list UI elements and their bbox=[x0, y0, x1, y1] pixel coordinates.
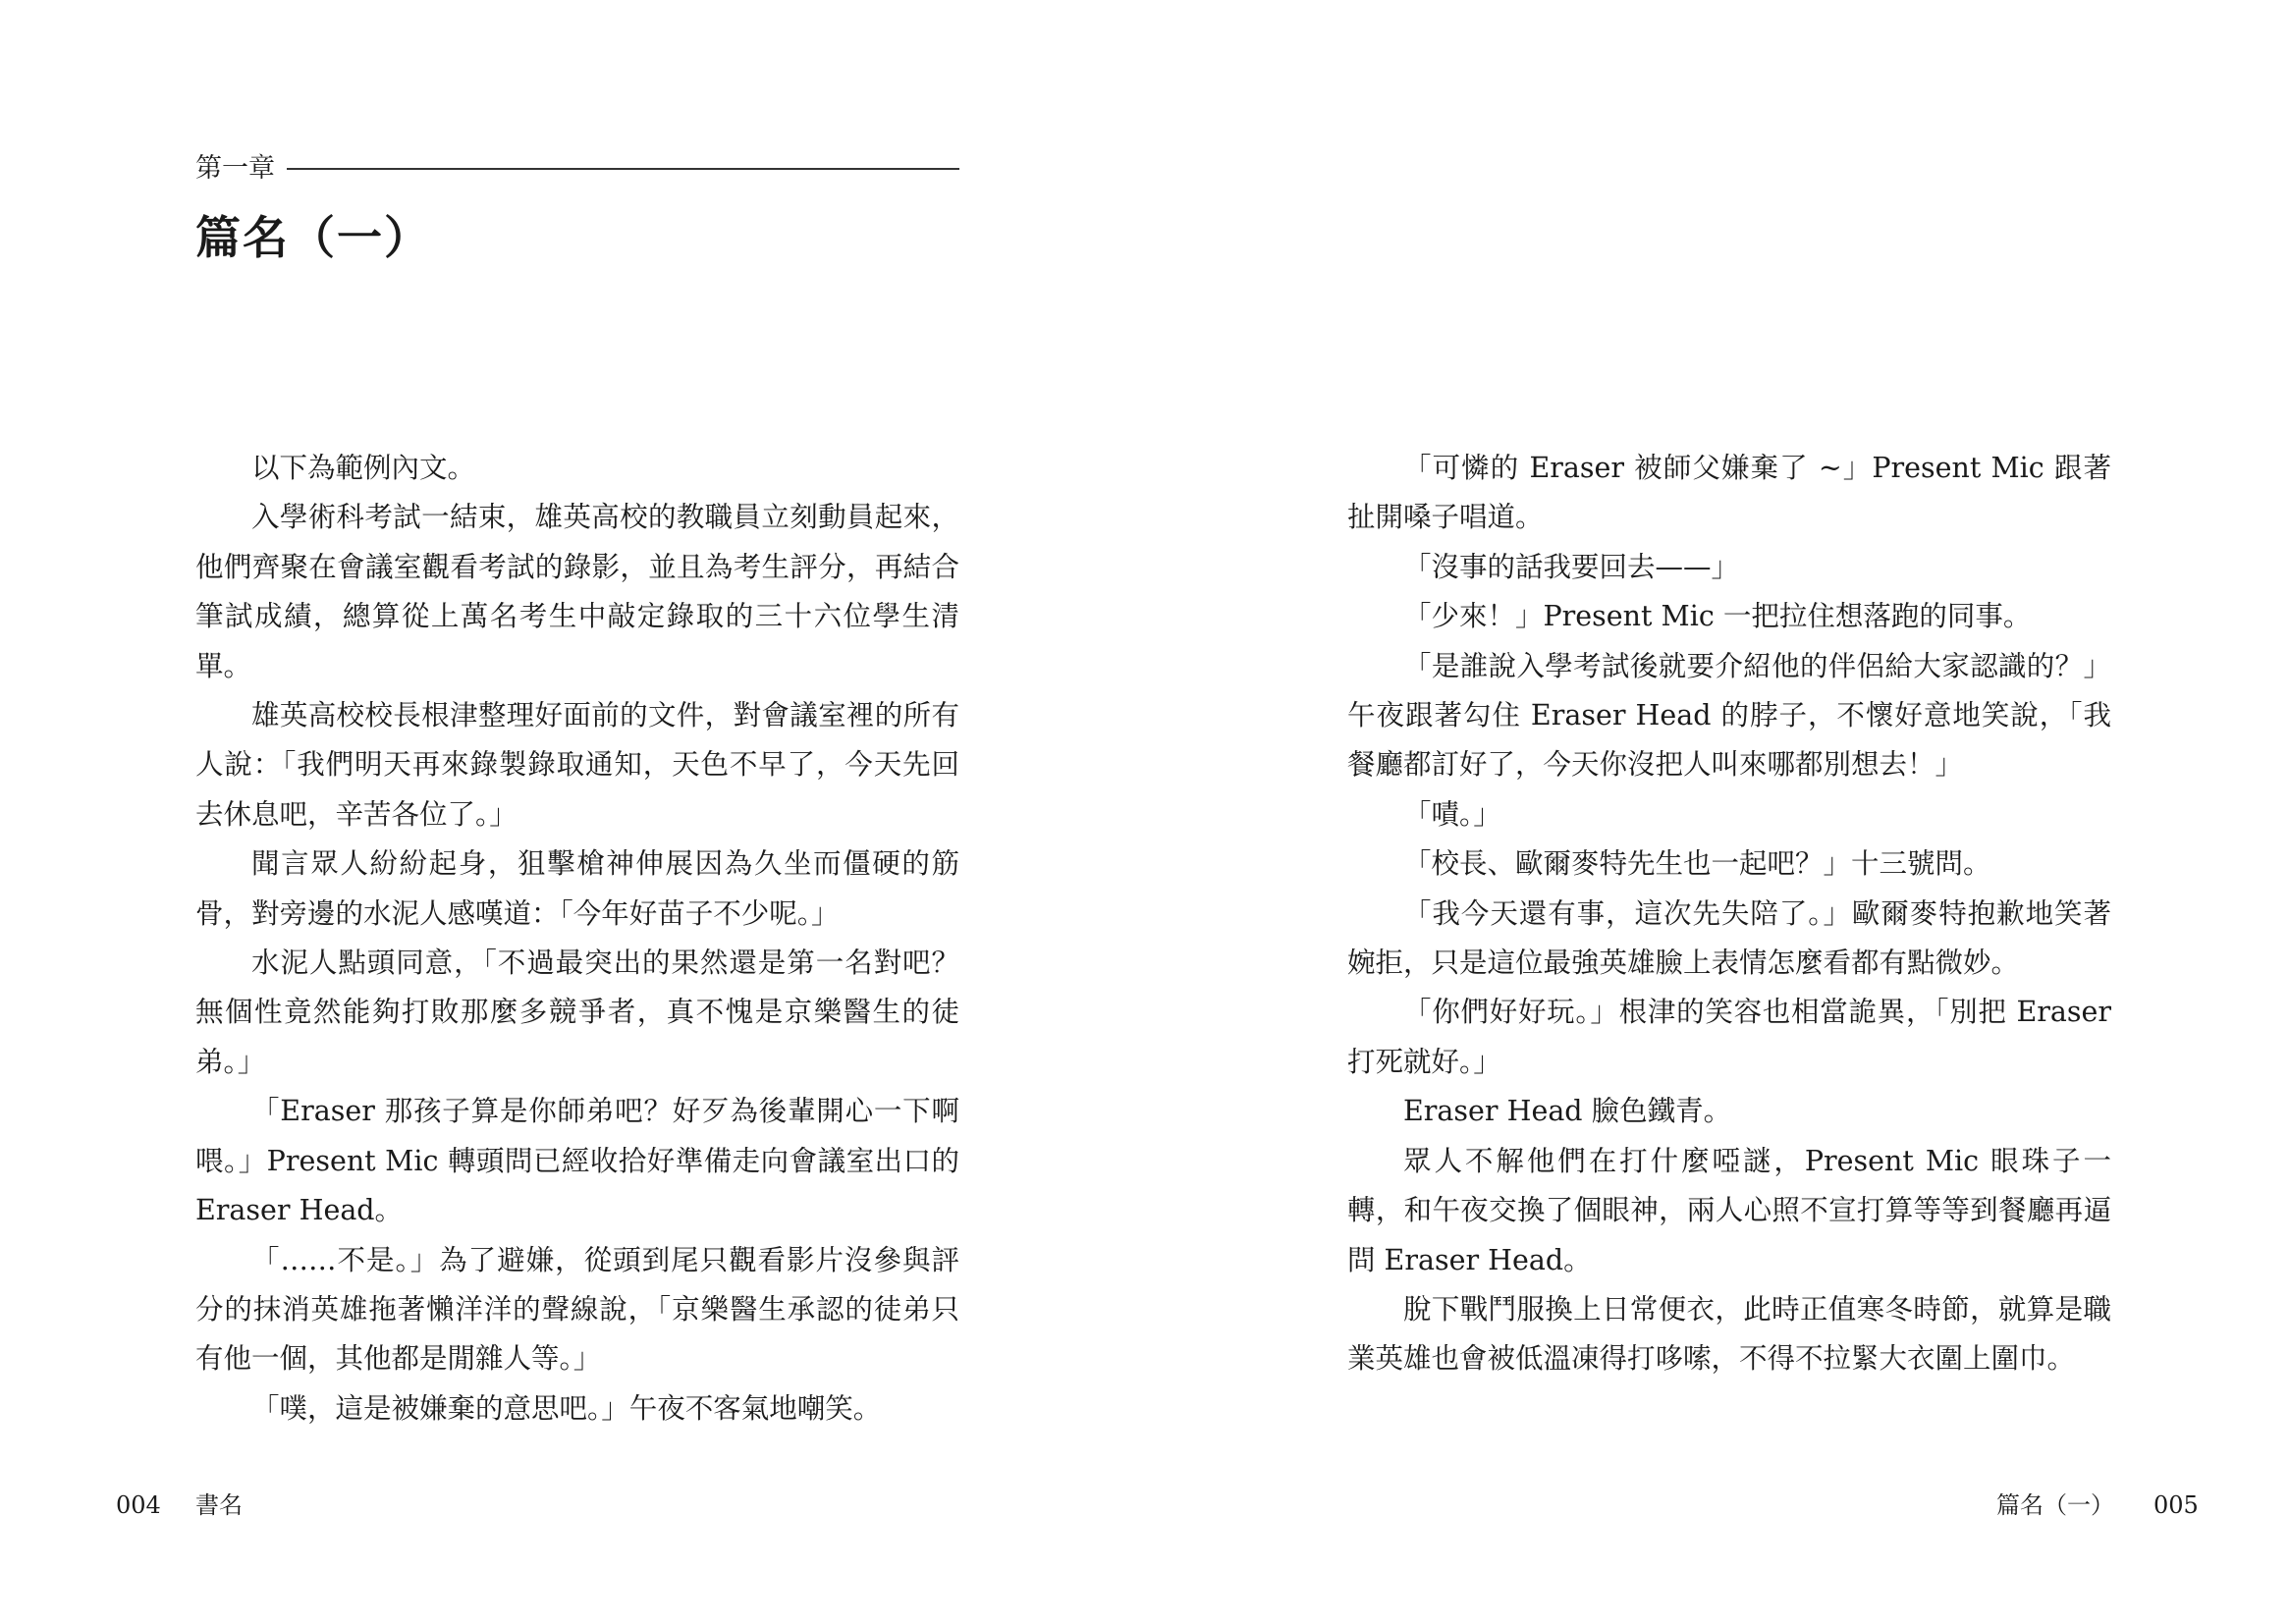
chapter-title: 篇名（一） bbox=[195, 211, 431, 264]
paragraph: Eraser Head 臉色鐵青。 bbox=[1403, 1095, 1732, 1128]
paragraph: 以下為範例內文。 bbox=[251, 452, 476, 484]
paragraph: 「沒事的話我要回去——」 bbox=[1403, 550, 1740, 583]
paragraph: 「噗，這是被嫌棄的意思吧。」午夜不客氣地嘲笑。 bbox=[251, 1391, 882, 1425]
running-head-chapter-title: 篇名（一） bbox=[1996, 1491, 2114, 1519]
chapter-label: 第一章 bbox=[195, 153, 275, 184]
page-number: 005 bbox=[2153, 1491, 2199, 1519]
paragraph: 「是誰說入學考試後就要介紹他的伴侶給大家認識的？」午夜跟著勾住 Eraser Head 的脖子，不懷好意地笑說，「我餐廳都訂好了，今天你沒把人叫來哪都別想去！」 bbox=[1347, 649, 2111, 782]
paragraph: 「你們好好玩。」根津的笑容也相當詭異，「別把 Eraser 打死就好。」 bbox=[1347, 996, 2111, 1078]
paragraph: 眾人不解他們在打什麼啞謎，Present Mic 眼珠子一轉，和午夜交換了個眼神，兩人心照不宣打算等等到餐廳再逼問 Eraser Head。 bbox=[1347, 1144, 2111, 1276]
paragraph: 水泥人點頭同意，「不過最突出的果然還是第一名對吧？無個性竟然能夠打敗那麼多競爭者，真不愧是京樂醫生的徒弟。」 bbox=[195, 947, 959, 1078]
paragraph: 雄英高校校長根津整理好面前的文件，對會議室裡的所有人說：「我們明天再來錄製錄取通知，天色不早了，今天先回去休息吧，辛苦各位了。」 bbox=[195, 699, 959, 831]
paragraph: 脫下戰鬥服換上日常便衣，此時正值寒冬時節，就算是職業英雄也會被低溫凍得打哆嗦，不得不拉緊大衣圍上圍巾。 bbox=[1347, 1292, 2111, 1376]
chapter-rule bbox=[287, 168, 959, 170]
paragraph: 「嘖。」 bbox=[1403, 797, 1501, 831]
paragraph: 「少來！」Present Mic 一把拉住想落跑的同事。 bbox=[1403, 600, 2032, 633]
paragraph: 聞言眾人紛紛起身，狙擊槍神伸展因為久坐而僵硬的筋骨，對旁邊的水泥人感嘆道：「今年好苗子不少呢。」 bbox=[195, 847, 959, 930]
right-body-text bbox=[1347, 444, 2111, 1384]
page-number: 004 bbox=[116, 1491, 161, 1519]
paragraph: 入學術科考試一結束，雄英高校的教職員立刻動員起來，他們齊聚在會議室觀看考試的錄影，並且為考生評分，再結合筆試成績，總算從上萬名考生中敲定錄取的三十六位學生清單。 bbox=[195, 501, 959, 682]
chapter-header bbox=[195, 149, 959, 189]
paragraph: 「我今天還有事，這次先失陪了。」歐爾麥特抱歉地笑著婉拒，只是這位最強英雄臉上表情怎麼看都有點微妙。 bbox=[1347, 896, 2111, 980]
left-page bbox=[0, 0, 1144, 1624]
paragraph: 「Eraser 那孩子算是你師弟吧？好歹為後輩開心一下啊喂。」Present Mic 轉頭問已經收拾好準備走向會議室出口的 Eraser Head。 bbox=[195, 1095, 959, 1227]
paragraph: 「可憐的 Eraser 被師父嫌棄了 ~」Present Mic 跟著扯開嗓子唱道。 bbox=[1347, 452, 2111, 534]
running-head-book-title: 書名 bbox=[195, 1491, 243, 1519]
paragraph: 「……不是。」為了避嫌，從頭到尾只觀看影片沒參與評分的抹消英雄拖著懶洋洋的聲線說，「京樂醫生承認的徒弟只有他一個，其他都是閒雜人等。」 bbox=[195, 1243, 959, 1376]
right-page bbox=[1145, 0, 2289, 1624]
left-body-text bbox=[195, 444, 959, 1434]
paragraph: 「校長、歐爾麥特先生也一起吧？」十三號問。 bbox=[1403, 847, 1991, 881]
